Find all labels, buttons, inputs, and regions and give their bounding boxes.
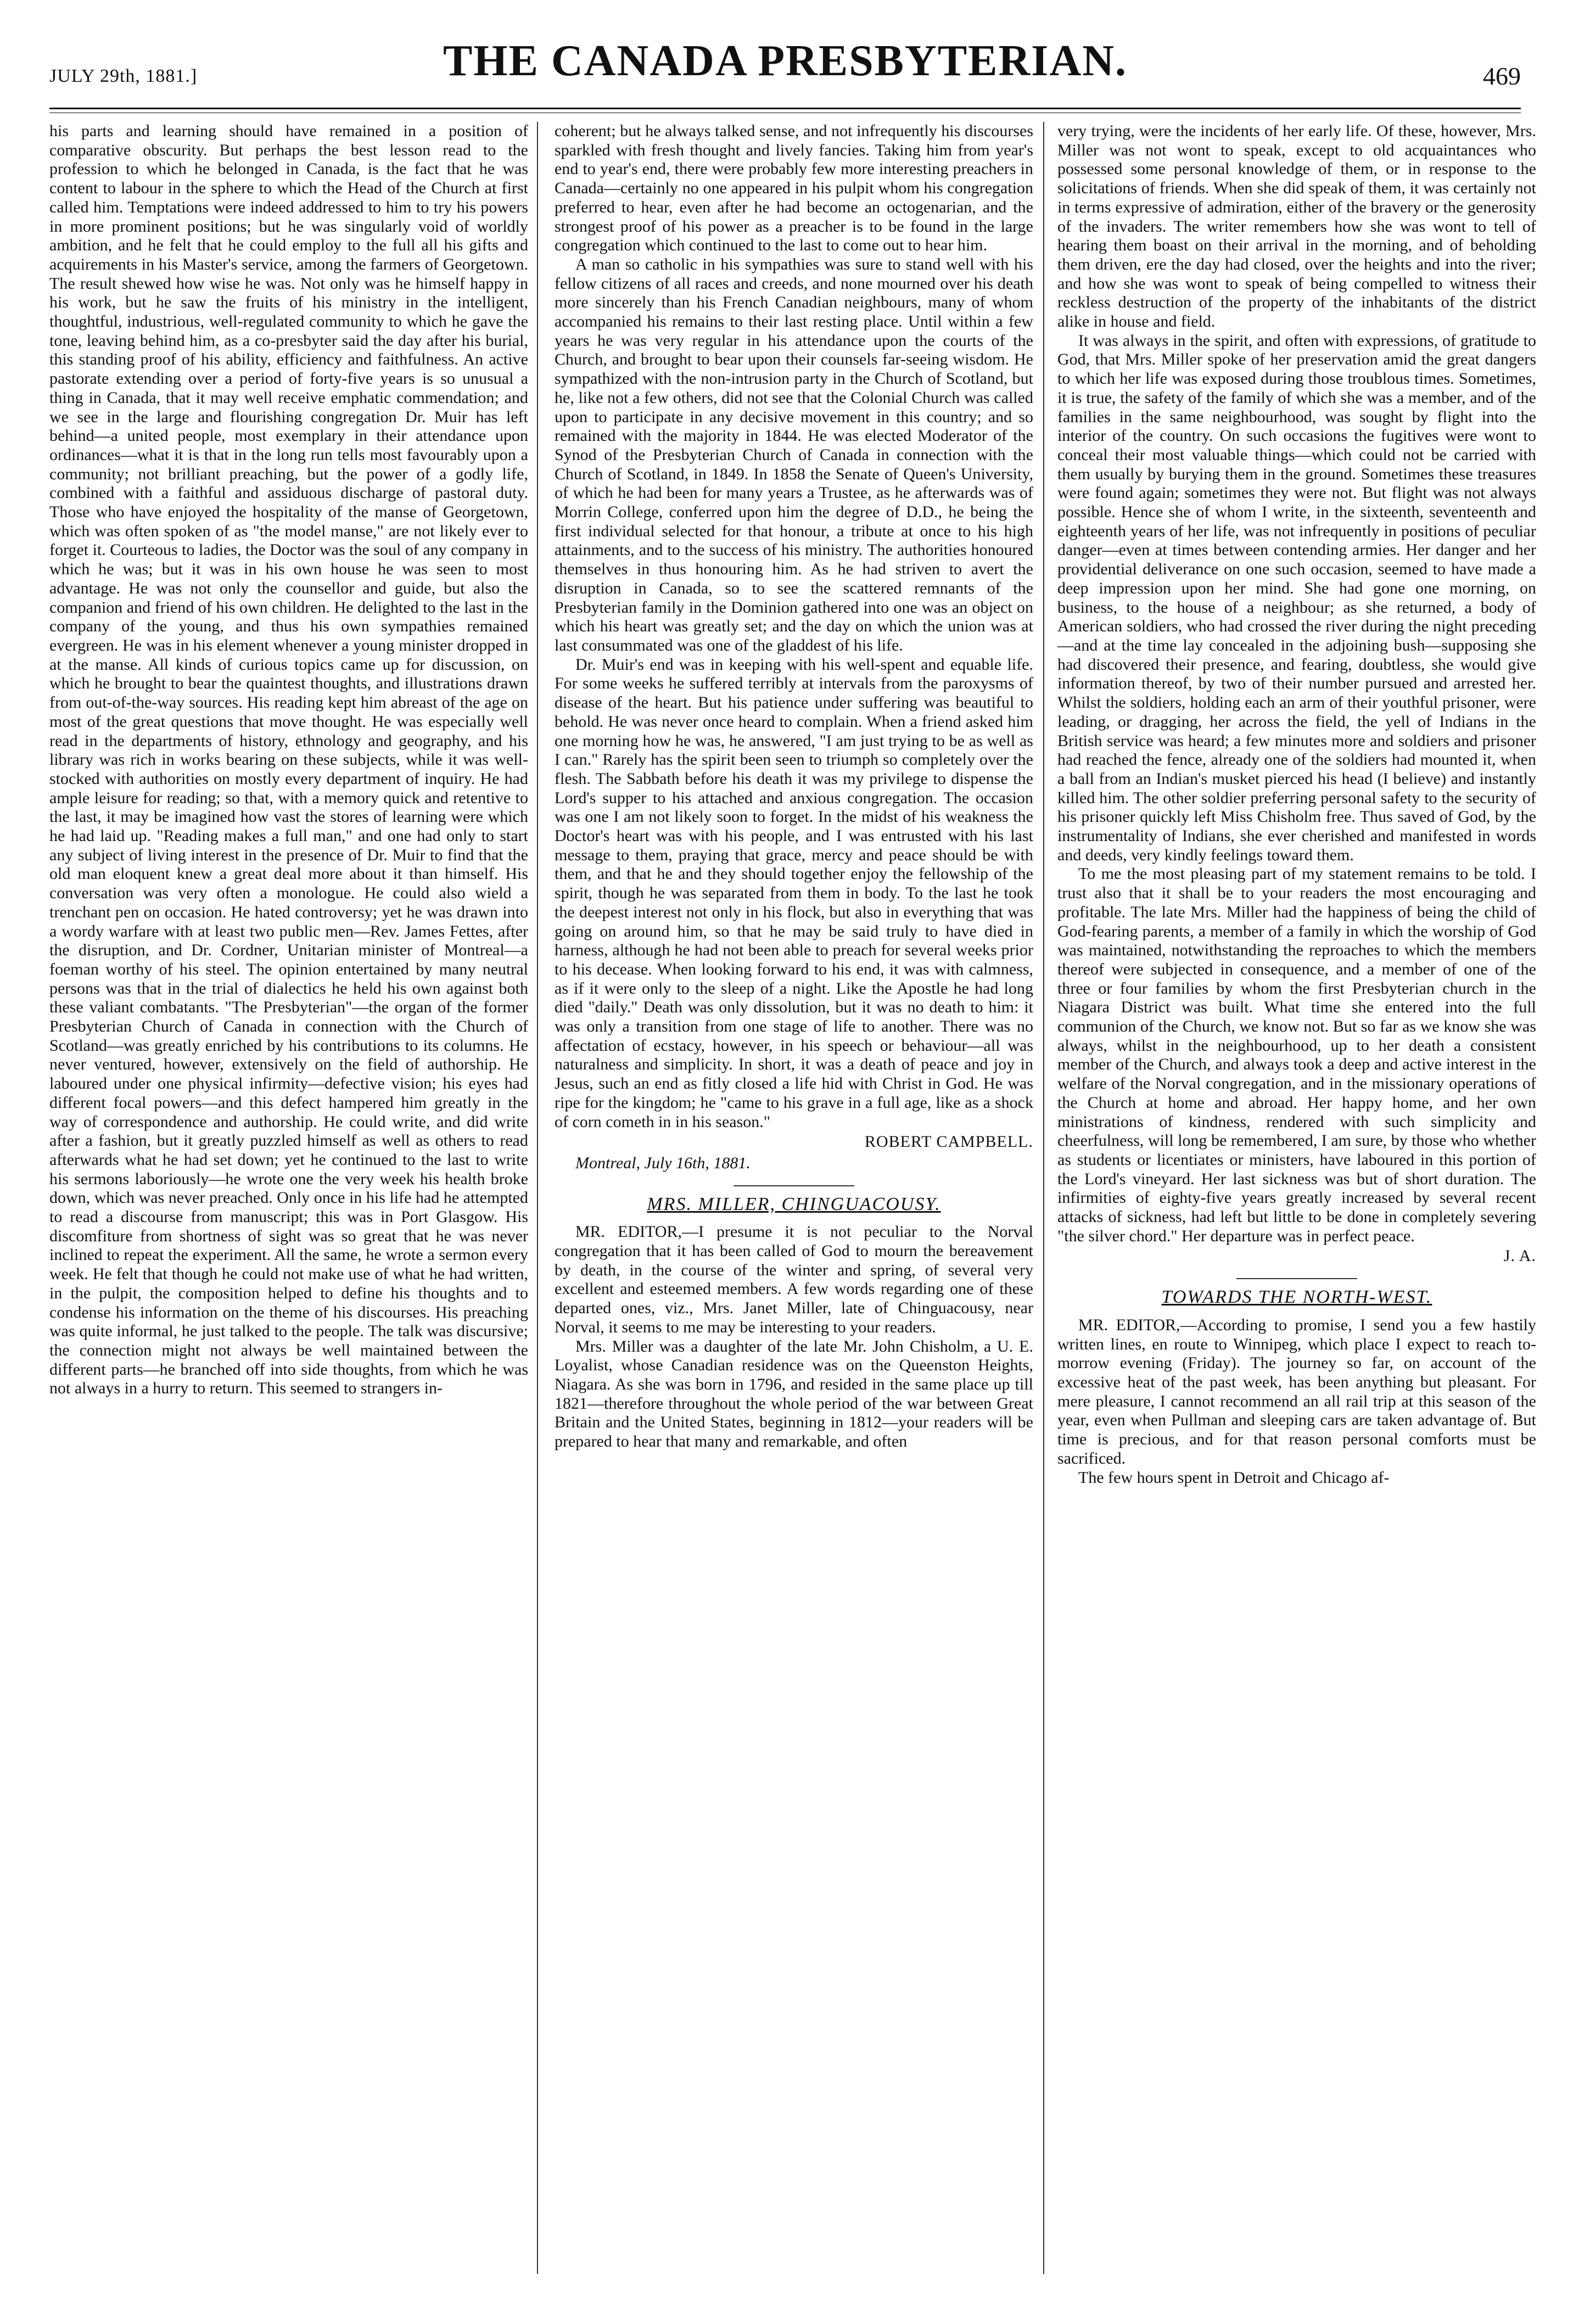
article-paragraph: coherent; but he always talked sense, and not infrequently his discourses sparkled with fresh thought and lively fancies. Taking him from year's end to year's end, there were probably few more interesting preachers in Canada—certainly no one appeared in his pulpit whom his congregation preferred to hear, even after he had become an octogenarian, and the strongest proof of his power as a preacher is to be found in the large congregation which continued to the last to come out to hear him. xyxy=(555,122,1033,255)
article-paragraph: A man so catholic in his sympathies was sure to stand well with his fellow citizens of all races and creeds, and none mourned over his death more sincerely than his French Canadian neighbours, many of whom accompanied his remains to their last resting place. Until within a few years he was very regular in his attendance upon the courts of the Church, and brought to bear upon their counsels far-seeing wisdom. He sympathized with the non-intrusion party in the Church of Scotland, but he, like not a few others, did not see that the Colonial Church was called upon to participate in any decisive movement in this country; and so remained with the majority in 1844. He was elected Moderator of the Synod of the Presbyterian Church of Canada in connection with the Church of Scotland, in 1849. In 1858 the Senate of Queen's University, of which he had been for many years a Trustee, as he afterwards was of Morrin College, conferred upon him the degree of D.D., he being the first individual selected for that honour, a tribute at once to his high attainments, and to the success of his ministry. The authorities honoured themselves in thus honouring him. As he had striven to avert the disruption in Canada, so to see the scattered remnants of the Presbyterian family in the Dominion gathered into one was an object on which his heart was greatly set; and the day on which the union was at last consummated was one of the gladdest of his life. xyxy=(555,255,1033,654)
article-paragraph: To me the most pleasing part of my statement remains to be told. I trust also that it shall be to your readers the most encouraging and profitable. The late Mrs. Miller had the happiness of being the child of God-fearing parents, a member of a family in which the worship of God was maintained, notwithstanding the reproaches to which the members thereof were subjected in consequence, and a member of one of the three or four families by whom the first Presbyterian church in the Niagara District was built. What time she entered into the full communion of the Church, we know not. But so far as we know she was always, whilst in the neighbourhood, up to her death a consistent member of the Church, and always took a deep and active interest in the welfare of the Norval congregation, and in the missionary operations of the Church at home and abroad. Her happy home, and her own ministrations of kindness, rendered with such simplicity and cheerfulness, will long be remembered, I am sure, by those who whether as students or licentiates or ministers, have laboured in this portion of the Lord's vineyard. Her last sickness was but of short duration. The infirmities of eighty-five years greatly increased by several recent attacks of sickness, had left but little to be done in completely severing "the silver chord." Her departure was in perfect peace. xyxy=(1057,865,1536,1245)
article-paragraph: Dr. Muir's end was in keeping with his well-spent and equable life. For some weeks he suffered terribly at intervals from the paroxysms of disease of the heart. But his patience under suffering was beautiful to behold. He was never once heard to complain. When a friend asked him one morning how he was, he answered, "I am just trying to be as well as I can." Rarely has the spirit been seen to triumph so completely over the flesh. The Sabbath before his death it was my privilege to dispense the Lord's supper to his attached and anxious congregation. The occasion was one I am not likely soon to forget. In the midst of his weakness the Doctor's heart was with his people, and I was entrusted with his last message to them, praying that grace, mercy and peace should be with them, and that he and they should together enjoy the fellowship of the spirit, though he was separated from them in body. To the last he took the deepest interest not only in his flock, but also in everything that was going on around him, so that he may be said truly to have died in harness, although he had not been able to preach for several weeks prior to his decease. When looking forward to his end, it was with calmness, as if it were only to the sleep of a night. Like the Apostle he had long died "daily." Death was only dissolution, but it was no death to him: it was only a transition from one stage of life to another. There was no affectation of ecstacy, however, in his speech or behaviour—all was naturalness and simplicity. In short, it was a death of peace and joy in Jesus, such an end as fitly closed a life hid with Christ in God. He was ripe for the kingdom; he "came to his grave in a full age, like as a shock of corn cometh in in his season." xyxy=(555,655,1033,1131)
article-paragraph: It was always in the spirit, and often with expressions, of gratitude to God, that Mrs. Miller spoke of her preservation amid the great dangers to which her life was exposed during those troublous times. Sometimes, it is true, the safety of the family of which she was a member, and of the families in the same neighbourhood, was sought by flight into the interior of the country. On such occasions the fugitives were wont to conceal their most valuable things—which could not be carried with them usually by burying them in the ground. Sometimes these treasures were found again; sometimes they were not. But flight was not always possible. Hence she of whom I write, in the sixteenth, seventeenth and eighteenth years of her life, was not infrequently in positions of peculiar danger—even at times between contending armies. Her danger and her providential deliverance on one such occasion, seemed to have made a deep impression upon her mind. She had gone one morning, on business, to the house of a neighbour; as she returned, a body of American soldiers, who had crossed the river during the night preceding—and at the time lay concealed in the adjoining bush—supposing she had discovered their presence, and fearing, doubtless, she would give information thereof, by two of their number pursued and arrested her. Whilst the soldiers, holding each an arm of their youthful prisoner, were leading, or dragging, her across the field, the yell of Indians in the British service was heard; a few minutes more and soldiers and prisoner had reached the fence, already one of the soldiers had mounted it, when a ball from an Indian's musket pierced his head (I believe) and instantly killed him. The other soldier preferring personal safety to the security of his prisoner quickly left Miss Chisholm free. Thus saved of God, by the instrumentality of Indians, she ever cherished and manifested in words and deeds, very kindly feelings toward them. xyxy=(1057,331,1536,864)
article-heading: TOWARDS THE NORTH-WEST. xyxy=(1161,1287,1432,1308)
article-paragraph: Mrs. Miller was a daughter of the late Mr. John Chisholm, a U. E. Loyalist, whose Canadian residence was on the Queenston Heights, Niagara. As she was born in 1796, and resided in the same place up till 1821—therefore throughout the whole period of the war between Great Britain and the United States, beginning in 1812—your readers will be prepared to hear that many and remarkable, and often xyxy=(555,1337,1033,1451)
author-signature: ROBERT CAMPBELL. xyxy=(864,1133,1033,1151)
section-rule xyxy=(1236,1278,1357,1279)
column-divider xyxy=(537,122,538,2274)
page-number: 469 xyxy=(1483,62,1521,90)
header-rule xyxy=(49,108,1521,113)
article-paragraph: his parts and learning should have remained in a position of comparative obscurity. But perhaps the best lesson read to the profession to which he belonged in Canada, is the fact that he was content to labour in the sphere to which the Head of the Church at first called him. Temptations were indeed addressed to him to try his powers in more prominent positions; but he was singularly void of worldly ambition, and he felt that he could employ to the full all his gifts and acquirements in his Master's service, among the farmers of Georgetown. The result shewed how wise he was. Not only was he himself happy in his work, but he saw the fruits of his ministry in the intelligent, thoughtful, industrious, well-regulated community to which he gave the tone, leaving behind him, as a co-presbyter said the day after his burial, this standing proof of his ability, efficiency and faithfulness. An active pastorate extending over a period of forty-five years is so unusual a thing in Canada, that it may well receive emphatic commendation; and we see in the large and flourishing congregation Dr. Muir has left behind—a united people, most exemplary in their attendance upon ordinances—what it is that in the long run tells most favourably upon a community; not brilliant preaching, but the power of a godly life, combined with a faithful and assiduous discharge of pastoral duty. Those who have enjoyed the hospitality of the manse of Georgetown, which was often spoken of as "the model manse," are not likely ever to forget it. Courteous to ladies, the Doctor was the soul of any company in which he was; but it was in his own house he was seen to most advantage. He was not only the counsellor and guide, but also the companion and friend of his own children. He delighted to the last in the company of the young, and thus his own sympathies remained evergreen. He was in his element whenever a young minister dropped in at the manse. All kinds of curious topics came up for discussion, on which he brought to bear the quaintest thoughts, and illustrations drawn from out-of-the-way sources. His reading kept him abreast of the age on most of the great questions that move thought. He was especially well read in the departments of history, ethnology and geography, and his library was rich in works bearing on these subjects, while it was well-stocked with authorities on mostly every department of inquiry. He had ample leisure for reading; so that, with a memory quick and retentive to the last, it may be imagined how vast the stores of learning were which he had laid up. "Reading makes a full man," and one had only to start any subject of living interest in the presence of Dr. Muir to find that the old man eloquent knew a great deal more about it than himself. His conversation was very often a monologue. He could also wield a trenchant pen on occasion. He hated controversy; yet he was drawn into a wordy warfare with at least two public men—Rev. James Fettes, after the disruption, and Dr. Cordner, Unitarian minister of Montreal—a foeman worthy of his steel. The opinion entertained by many neutral persons was that in the trial of dialectics he held his own against both these valiant combatants. "The Presbyterian"—the organ of the former Presbyterian Church of Canada in connection with the Church of Scotland—was greatly enriched by his contributions to its columns. He never ventured, however, extensively on the field of authorship. He laboured under one physical infirmity—defective vision; his eyes had different focal powers—and this defect hampered him greatly in the way of correspondence and authorship. He could write, and did write after a fashion, but it greatly puzzled himself as well as others to read afterwards what he had set down; yet he continued to the last to write his sermons laboriously—he wrote one the very week his health broke down, which was never preached. Only once in his life had he attempted to read a discourse from manuscript; this was in Port Glasgow. His discomfiture from shortness of sight was so great that he was never inclined to repeat the experiment. All the same, he wrote a sermon every week. He felt that though he could not make use of what he had written, in the pulpit, the composition helped to define his thoughts and to condense his information on the theme of his discourses. His preaching was quite informal, he just talked to the people. The talk was discursive; the connection might not always be well maintained between the different parts—he branched off into side thoughts, from which he was not always in a hurry to return. This seemed to strangers in- xyxy=(49,122,528,1398)
column-3 xyxy=(1057,122,1536,2279)
section-rule xyxy=(733,1185,854,1186)
issue-date: JULY 29th, 1881.] xyxy=(49,66,198,86)
article-paragraph: very trying, were the incidents of her early life. Of these, however, Mrs. Miller was not wont to speak, except to old acquaintances who possessed some personal knowledge of them, or in response to the solicitations of friends. When she did speak of them, it was certainly not in terms expressive of admiration, either of the bravery or the generosity of the invaders. The writer remembers how she was wont to tell of hearing them boast on their arrival in the morning, and of beholding them driven, ere the day had closed, over the heights and into the river; and how she was wont to speak of being compelled to witness their reckless destruction of the property of the inhabitants of the district alike in house and field. xyxy=(1057,122,1536,331)
author-signature: J. A. xyxy=(1503,1247,1536,1265)
page-header xyxy=(49,22,1521,104)
masthead: THE CANADA PRESBYTERIAN. xyxy=(443,37,1127,85)
dateline: Montreal, July 16th, 1881. xyxy=(575,1153,751,1172)
column-divider xyxy=(1043,122,1044,2274)
column-2 xyxy=(555,122,1033,2279)
article-heading: MRS. MILLER, CHINGUACOUSY. xyxy=(647,1194,941,1214)
article-paragraph: The few hours spent in Detroit and Chicago af- xyxy=(1078,1468,1390,1487)
article-paragraph: MR. EDITOR,—I presume it is not peculiar to the Norval congregation that it has been called of God to mourn the bereavement by death, in the course of the winter and spring, of several very excellent and esteemed members. A few words regarding one of these departed ones, viz., Mrs. Janet Miller, late of Chinguacousy, near Norval, it seems to me may be interesting to your readers. xyxy=(555,1223,1033,1336)
article-paragraph: MR. EDITOR,—According to promise, I send you a few hastily written lines, en route to Winnipeg, which place I expect to reach to-morrow evening (Friday). The journey so far, on account of the excessive heat of the past week, has been anything but pleasant. For mere pleasure, I cannot recommend an all rail trip at this season of the year, even when Pullman and sleeping cars are taken advantage of. But time is precious, and for that reason personal comforts must be sacrificed. xyxy=(1057,1315,1536,1467)
column-1 xyxy=(49,122,528,2279)
